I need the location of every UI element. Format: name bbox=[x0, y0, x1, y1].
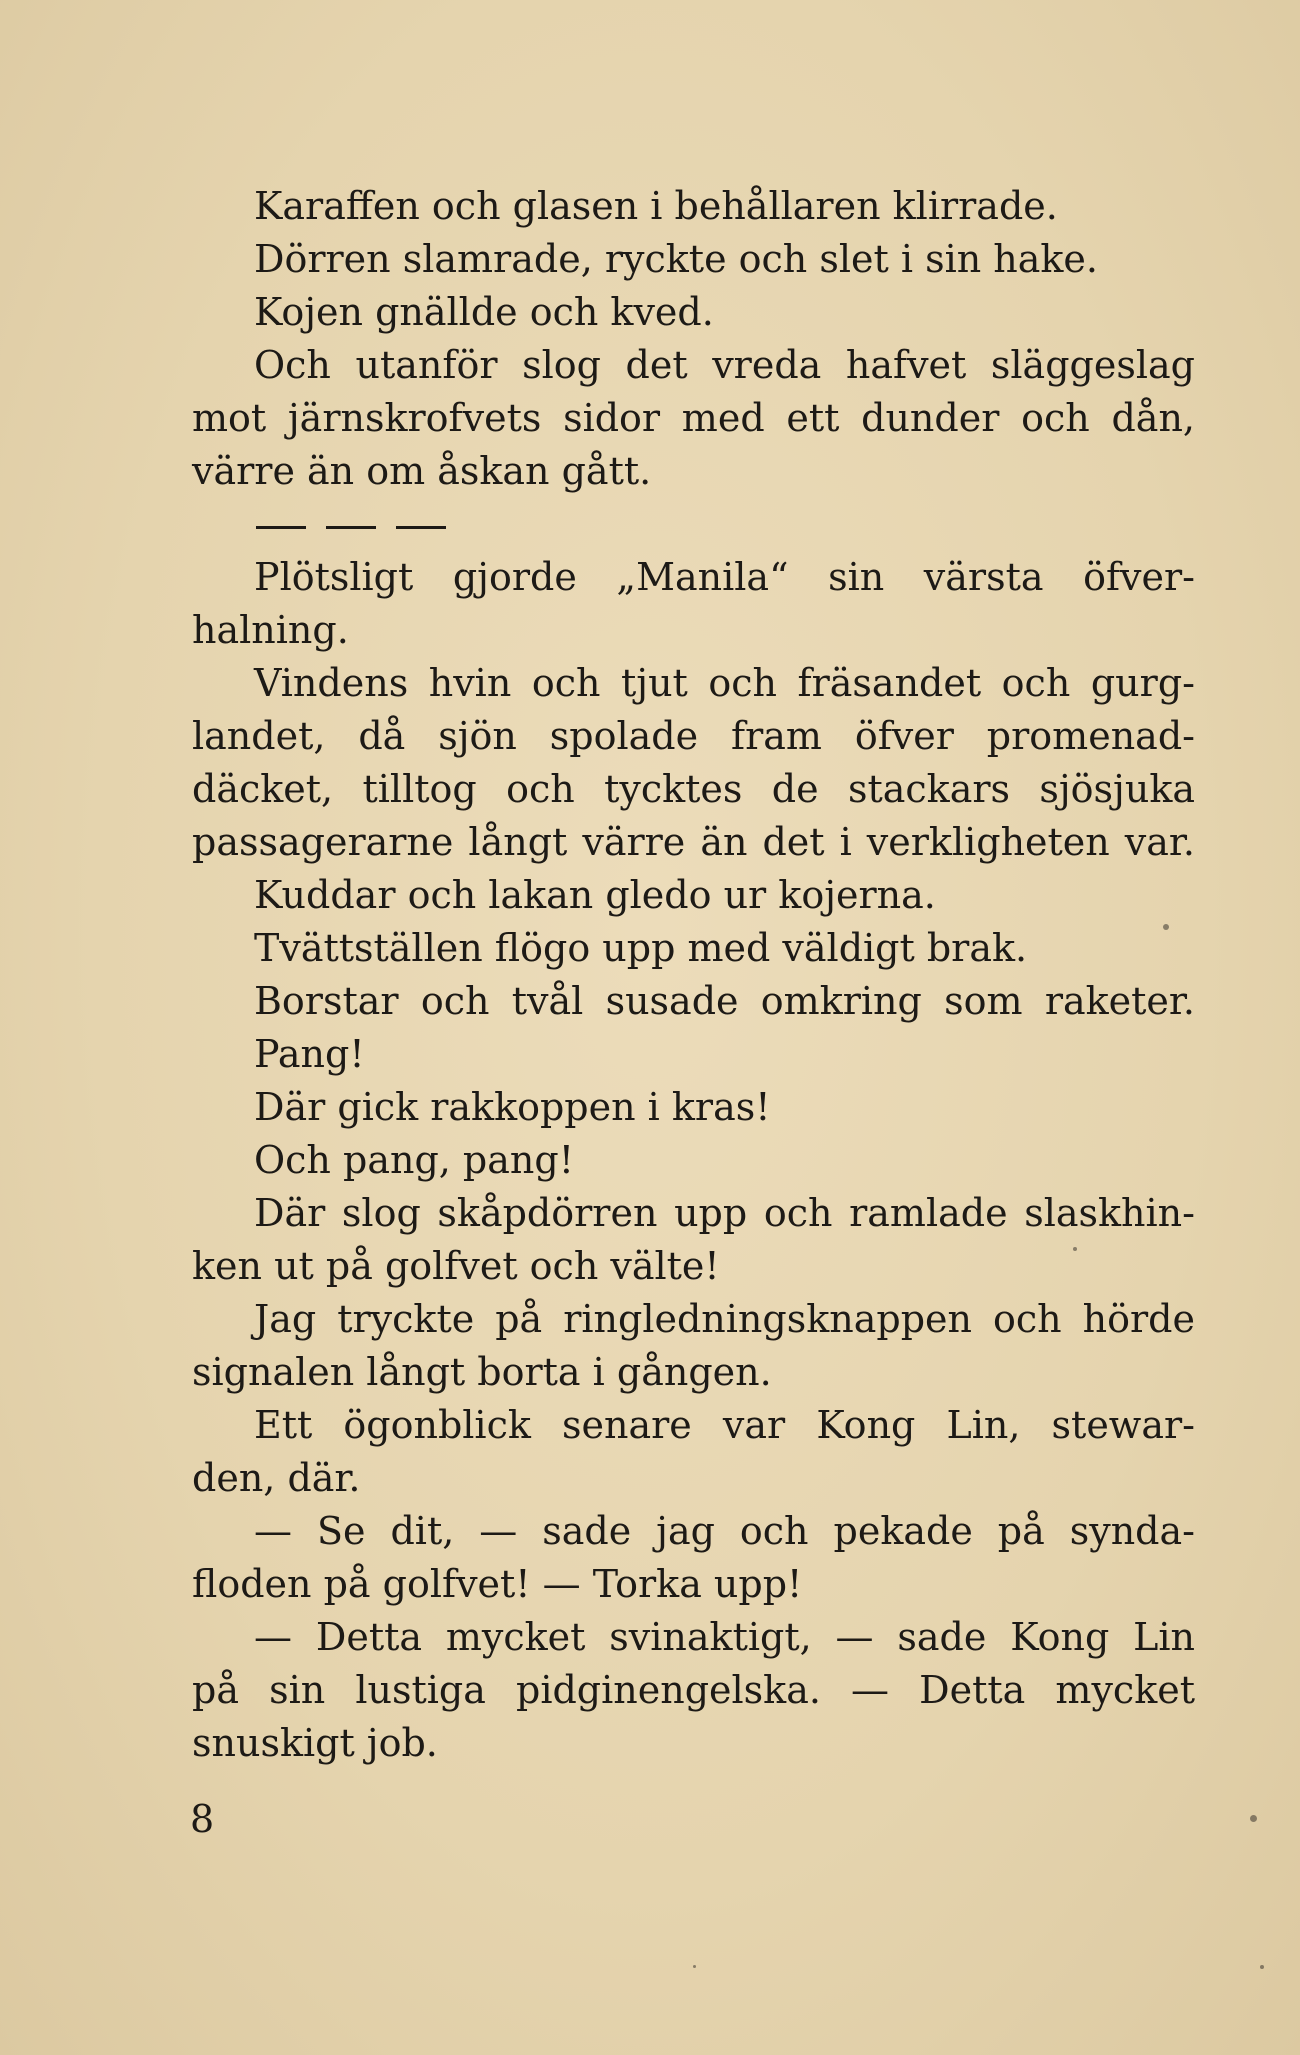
paper-speck bbox=[1260, 1965, 1264, 1969]
text-line: Tvättställen flögo upp med väldigt brak. bbox=[254, 926, 1028, 970]
text-line: halning. bbox=[192, 608, 349, 652]
text-line: Borstar och tvål susade omkring som raketer. bbox=[254, 979, 1195, 1023]
text-line: däcket, tilltog och tycktes de stackars sjösjuka bbox=[192, 767, 1195, 811]
paper-speck bbox=[1073, 1247, 1077, 1251]
text-line: Och utanför slog det vreda hafvet släggeslag bbox=[254, 343, 1195, 387]
section-separator bbox=[192, 498, 1195, 551]
page-text bbox=[192, 180, 1195, 1770]
text-line: Karaffen och glasen i behållaren klirrade. bbox=[254, 184, 1058, 228]
text-line: snuskigt job. bbox=[192, 1721, 438, 1765]
paper-speck bbox=[1163, 924, 1169, 930]
paper-speck bbox=[693, 1965, 696, 1968]
text-line: Jag tryckte på ringledningsknappen och hörde bbox=[254, 1297, 1195, 1341]
text-line: på sin lustiga pidginengelska. — Detta mycket bbox=[192, 1668, 1195, 1712]
text-line: ken ut på golfvet och välte! bbox=[192, 1244, 720, 1288]
text-line: floden på golfvet! — Torka upp! bbox=[192, 1562, 803, 1606]
text-line: Ett ögonblick senare var Kong Lin, stewar- bbox=[254, 1403, 1195, 1447]
text-line: den, där. bbox=[192, 1456, 361, 1500]
text-line: Dörren slamrade, ryckte och slet i sin hake. bbox=[254, 237, 1098, 281]
text-line: — Detta mycket svinaktigt, — sade Kong Lin bbox=[254, 1615, 1195, 1659]
text-line: mot järnskrofvets sidor med ett dunder och dån, bbox=[192, 396, 1195, 440]
page-number: 8 bbox=[190, 1797, 215, 1841]
text-line: signalen långt borta i gången. bbox=[192, 1350, 772, 1394]
text-line: Kojen gnällde och kved. bbox=[254, 290, 714, 334]
text-line: Där slog skåpdörren upp och ramlade slaskhin- bbox=[254, 1191, 1195, 1235]
text-line: Och pang, pang! bbox=[254, 1138, 574, 1182]
text-line: Pang! bbox=[254, 1032, 365, 1076]
text-line: Plötsligt gjorde „Manila“ sin värsta öfver- bbox=[254, 555, 1195, 599]
separator-dash bbox=[396, 526, 446, 529]
text-line: Där gick rakkoppen i kras! bbox=[254, 1085, 771, 1129]
paper-speck bbox=[1250, 1815, 1257, 1822]
text-line: Vindens hvin och tjut och fräsandet och gurg- bbox=[254, 661, 1195, 705]
text-line: värre än om åskan gått. bbox=[192, 449, 652, 493]
text-line: Kuddar och lakan gledo ur kojerna. bbox=[254, 873, 936, 917]
separator-dash bbox=[326, 526, 376, 529]
text-line: landet, då sjön spolade fram öfver promenad- bbox=[192, 714, 1195, 758]
separator-dash bbox=[256, 526, 306, 529]
text-line: — Se dit, — sade jag och pekade på synda- bbox=[254, 1509, 1195, 1553]
text-line: passagerarne långt värre än det i verkligheten var. bbox=[192, 820, 1195, 864]
